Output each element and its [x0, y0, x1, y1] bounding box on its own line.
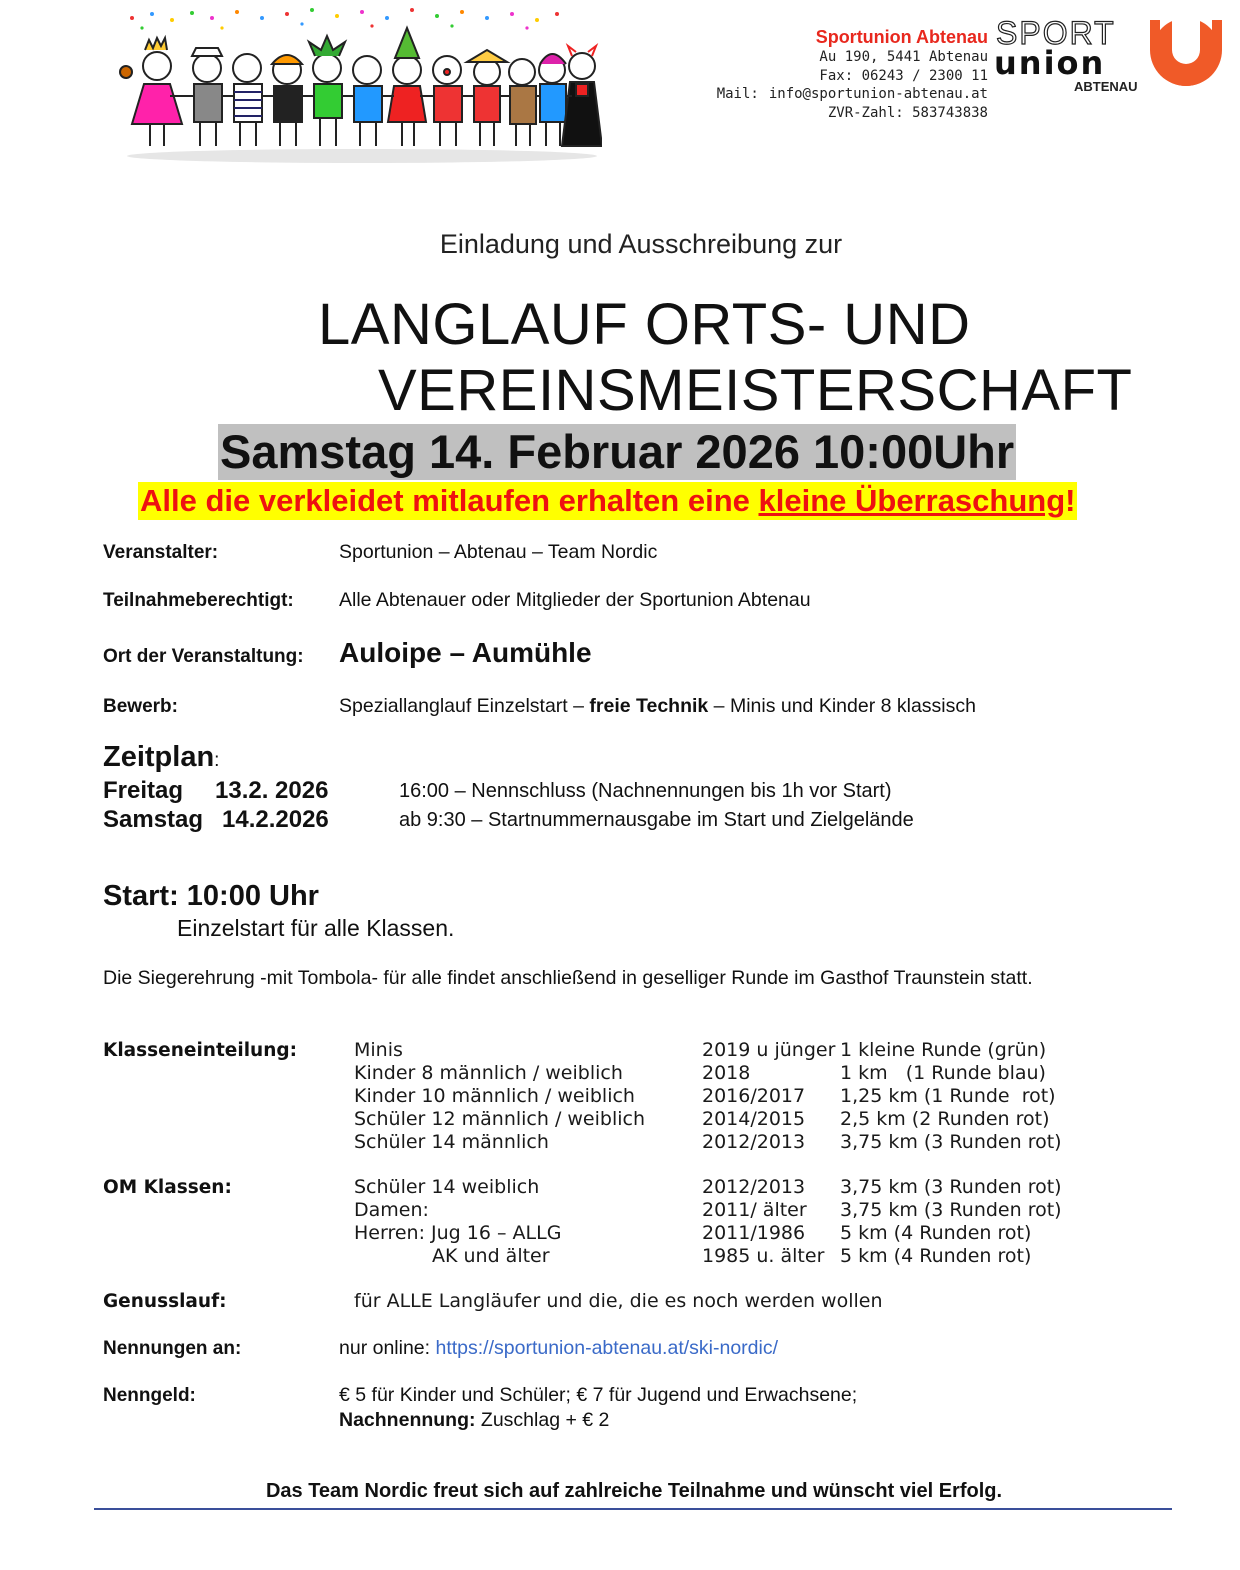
bewerb-pre: Speziallanglauf Einzelstart – [339, 695, 590, 717]
logo-abtenau-text: ABTENAU [1074, 79, 1138, 94]
veranstalter-value: Sportunion – Abtenau – Team Nordic [339, 541, 658, 563]
class-year: 2018 [702, 1062, 751, 1084]
zeitplan-date-1: 13.2. 2026 [215, 777, 329, 804]
title-line-2: VEREINSMEISTERSCHAFT [378, 358, 1133, 423]
ort-label: Ort der Veranstaltung: [103, 646, 304, 667]
zeitplan-text-1: 16:00 – Nennschluss (Nachnennungen bis 1h vor Start) [399, 780, 892, 802]
genuss-text: für ALLE Langläufer und die, die es noch werden wollen [354, 1290, 883, 1312]
nachnennung-label: Nachnennung: [339, 1409, 476, 1431]
class-year: 2014/2015 [702, 1108, 806, 1130]
zeitplan-day-1: Freitag [103, 777, 184, 804]
table-row: Schüler 14 männlich [354, 1131, 549, 1153]
class-distance: 3,75 km (3 Runden rot) [840, 1176, 1062, 1198]
teilnahme-label: Teilnahmeberechtigt: [103, 590, 294, 611]
organization-name: Sportunion Abtenau [815, 27, 988, 47]
logo-sport-text: SPORT [996, 15, 1116, 51]
class-year: 2011/ älter [702, 1199, 807, 1221]
om-label: OM Klassen: [103, 1177, 232, 1198]
class-distance: 3,75 km (3 Runden rot) [840, 1131, 1062, 1153]
ort-value: Auloipe – Aumühle [339, 637, 592, 668]
nenngeld-line-2 [339, 1409, 609, 1432]
table-row: Schüler 12 männlich / weiblich [354, 1108, 646, 1130]
start-heading: Start: 10:00 Uhr [103, 880, 319, 912]
nennungen-label: Nennungen an: [103, 1338, 242, 1359]
nachnennung-value: Zuschlag + € 2 [475, 1409, 610, 1431]
mail-label: Mail: [716, 86, 759, 102]
class-distance: 1 kleine Runde (grün) [840, 1039, 1047, 1061]
zeitplan-text-2: ab 9:30 – Startnummernausgabe im Start und Zielgelände [399, 809, 914, 831]
confetti-icon [130, 8, 559, 30]
zeitplan-day-2: Samstag [103, 806, 204, 833]
footer-divider [94, 1508, 1172, 1510]
bewerb-label: Bewerb: [103, 696, 178, 717]
table-row: Damen: [354, 1199, 429, 1221]
class-distance: 3,75 km (3 Runden rot) [840, 1199, 1062, 1221]
address: Au 190, 5441 Abtenau [819, 49, 988, 65]
veranstalter-label: Veranstalter: [103, 542, 219, 563]
bewerb-bold: freie Technik [589, 695, 709, 717]
zvr-number: ZVR-Zahl: 583743838 [827, 104, 988, 121]
table-row: Minis [354, 1039, 403, 1061]
nenngeld-label: Nenngeld: [103, 1385, 196, 1406]
zeitplan-date-2: 14.2.2026 [222, 806, 329, 833]
bewerb-value [339, 695, 976, 718]
class-year: 2016/2017 [702, 1085, 806, 1107]
surprise-text-post: ! [1065, 483, 1076, 518]
title-line-1: LANGLAUF ORTS- UND [318, 292, 971, 357]
zeitplan-heading-text: Zeitplan [103, 741, 215, 773]
mail-line [717, 85, 988, 104]
logo-union-text: union [994, 44, 1106, 82]
class-year: 2012/2013 [702, 1131, 806, 1153]
klassen-label: Klasseneinteilung: [103, 1040, 298, 1061]
zeitplan-heading [103, 741, 219, 774]
carnival-figures-illustration [112, 6, 602, 166]
class-distance: 5 km (4 Runden rot) [840, 1245, 1032, 1267]
class-year: 2011/1986 [702, 1222, 806, 1244]
mail-address[interactable]: info@sportunion-abtenau.at [768, 86, 988, 102]
table-row: Schüler 14 weiblich [354, 1176, 540, 1198]
class-distance: 5 km (4 Runden rot) [840, 1222, 1032, 1244]
class-year: 2012/2013 [702, 1176, 806, 1198]
footer-message: Das Team Nordic freut sich auf zahlreiche Teilnahme und wünscht viel Erfolg. [265, 1480, 1003, 1502]
event-date: Samstag 14. Februar 2026 10:00Uhr [220, 425, 1015, 478]
table-row: Kinder 10 männlich / weiblich [354, 1085, 635, 1107]
genuss-label: Genusslauf: [103, 1291, 227, 1312]
teilnahme-value: Alle Abtenauer oder Mitglieder der Sportunion Abtenau [339, 589, 811, 611]
fax: Fax: 06243 / 2300 11 [819, 67, 988, 84]
sportunion-logo [994, 14, 1226, 98]
class-distance: 1 km (1 Runde blau) [840, 1062, 1046, 1084]
surprise-text-pre: Alle die verkleidet mitlaufen erhalten eine [140, 483, 759, 518]
class-year: 2019 u jünger [702, 1039, 836, 1061]
bewerb-post: – Minis und Kinder 8 klassisch [708, 695, 976, 717]
start-subtext: Einzelstart für alle Klassen. [177, 915, 455, 941]
surprise-text-underlined: kleine Überraschung [758, 483, 1066, 518]
table-row: Kinder 8 männlich / weiblich [354, 1062, 623, 1084]
siegerehrung-text: Die Siegerehrung -mit Tombola- für alle findet anschließend in geselliger Runde im Gasthof Traunstein statt. [103, 967, 1033, 989]
class-distance: 1,25 km (1 Runde rot) [840, 1085, 1056, 1107]
contact-block [717, 26, 988, 122]
invite-heading: Einladung und Ausschreibung zur [439, 229, 843, 259]
table-row: AK und älter [432, 1245, 550, 1267]
nennungen-value [339, 1337, 778, 1360]
nenngeld-line-1: € 5 für Kinder und Schüler; € 7 für Jugend und Erwachsene; [339, 1384, 858, 1406]
class-distance: 2,5 km (2 Runden rot) [840, 1108, 1050, 1130]
registration-link[interactable]: https://sportunion-abtenau.at/ski-nordic/ [435, 1337, 779, 1359]
class-year: 1985 u. älter [702, 1245, 825, 1267]
table-row: Herren: Jug 16 – ALLG [354, 1222, 562, 1244]
nennungen-prefix: nur online: [339, 1337, 436, 1359]
costume-surprise-notice [138, 482, 1077, 520]
zeitplan-colon: : [214, 750, 220, 771]
